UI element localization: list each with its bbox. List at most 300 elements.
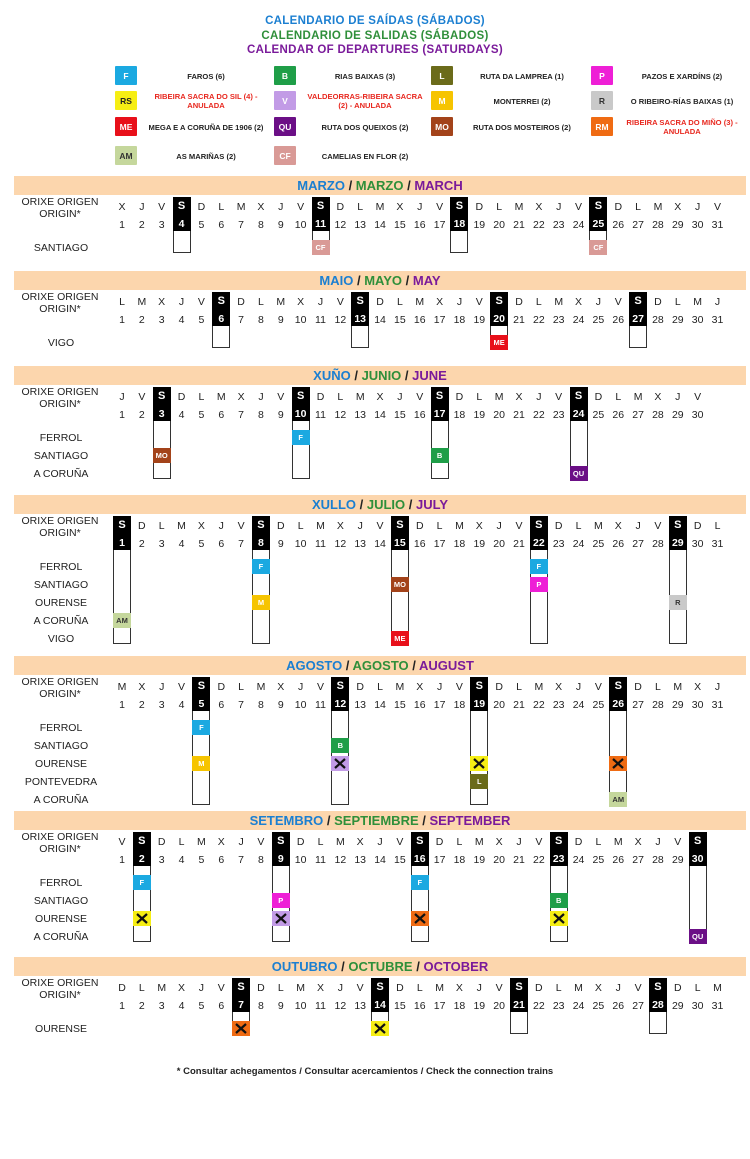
- day-number: 5: [198, 1000, 205, 1012]
- day-number: 18: [453, 1000, 466, 1012]
- day-number: 10: [294, 538, 307, 550]
- day-number: 1: [119, 699, 125, 711]
- day-letter: X: [316, 982, 324, 994]
- day-letter: D: [515, 296, 523, 308]
- legend-label: O RIBEIRO-RÍAS BAIXAS (1): [630, 96, 734, 106]
- day-letter: S: [614, 680, 622, 692]
- day-letter: S: [634, 295, 642, 307]
- day-number: 10: [294, 1000, 307, 1012]
- day-number: 14: [374, 314, 386, 326]
- day-number: 30: [691, 314, 704, 326]
- day-number: 24: [572, 219, 585, 231]
- day-letter: X: [614, 520, 622, 532]
- day-number: 28: [652, 409, 664, 421]
- day-letter: M: [395, 681, 405, 693]
- day-number: 29: [671, 699, 684, 711]
- footnote: * Consultar achegamentos / Consultar acercamientos / Check the connection trains: [176, 1066, 554, 1077]
- day-number: 16: [413, 1000, 426, 1012]
- day-letter: S: [416, 835, 424, 847]
- day-letter: V: [376, 520, 384, 532]
- day-letter: S: [138, 835, 146, 847]
- trip-badge-qu[interactable]: QU: [689, 929, 707, 944]
- day-letter: J: [595, 296, 602, 308]
- legend-item-v: [274, 91, 434, 113]
- day-letter: D: [415, 520, 424, 532]
- day-letter: X: [257, 201, 265, 213]
- saturday-column: [649, 1012, 667, 1034]
- day-number: 7: [238, 699, 245, 711]
- day-letter: V: [297, 201, 305, 213]
- day-number: 12: [334, 314, 347, 326]
- day-letter: M: [177, 520, 186, 532]
- legend-label: RIBEIRA SACRA DO MIÑO (3) - ANULADA: [626, 118, 738, 136]
- day-letter: J: [377, 836, 383, 848]
- day-letter: D: [197, 201, 206, 213]
- origin-city: A CORUÑA: [33, 468, 89, 480]
- legend-item-rs: [115, 91, 275, 113]
- day-number: 4: [178, 699, 185, 711]
- origin-header: ORIXE ORIGEN ORIGIN*: [21, 676, 99, 700]
- day-number: 23: [552, 1000, 565, 1012]
- day-letter: M: [613, 836, 623, 848]
- day-letter: V: [356, 982, 364, 994]
- day-letter: M: [494, 391, 504, 403]
- day-number: 4: [178, 1000, 185, 1012]
- day-number: 2: [138, 853, 145, 865]
- day-number: 27: [632, 313, 644, 325]
- day-letter: L: [674, 296, 681, 308]
- title-galician: CALENDARIO DE SAÍDAS (SÁBADOS): [265, 15, 485, 27]
- day-letter: X: [336, 520, 344, 532]
- month-sep: /: [405, 497, 413, 512]
- saturday-column: [629, 326, 647, 348]
- legend-item-rm: [591, 117, 750, 139]
- day-letter: D: [316, 391, 325, 403]
- day-letter: X: [277, 681, 285, 693]
- month-name-es: JULIO: [366, 497, 406, 512]
- day-letter: J: [655, 836, 661, 848]
- month-header: [14, 811, 746, 830]
- day-number: 18: [453, 854, 466, 866]
- day-number: 31: [711, 699, 724, 711]
- trip-badge-r[interactable]: R: [669, 595, 687, 610]
- day-letter: J: [258, 391, 264, 403]
- trip-badge-me[interactable]: ME: [391, 631, 409, 646]
- day-number: 1: [119, 1000, 125, 1012]
- day-letter: S: [594, 200, 603, 212]
- day-number: 19: [473, 1000, 486, 1012]
- trip-badge-mo[interactable]: MO: [391, 577, 409, 592]
- legend-badge: L: [431, 66, 453, 85]
- trip-badge-v[interactable]: [272, 911, 290, 926]
- legend-label: MONTERREI (2): [493, 96, 551, 106]
- day-letter: J: [456, 296, 463, 308]
- month-section-october: [14, 957, 746, 1037]
- day-number: 20: [493, 1000, 505, 1012]
- day-number: 19: [473, 314, 486, 326]
- day-letter: D: [217, 681, 226, 693]
- day-letter: L: [714, 520, 721, 532]
- origin-city: OURENSE: [35, 1023, 87, 1035]
- month-header: [14, 957, 746, 976]
- day-number: 19: [473, 538, 486, 550]
- day-number: 11: [314, 218, 327, 230]
- trip-badge-rs[interactable]: [550, 911, 568, 926]
- day-number: 15: [394, 854, 406, 866]
- legend-item-me: [115, 117, 275, 139]
- trip-badge-f[interactable]: F: [192, 720, 210, 735]
- day-letter: M: [455, 520, 464, 532]
- day-number: 15: [394, 1000, 406, 1012]
- day-letter: J: [198, 982, 205, 994]
- day-letter: S: [674, 519, 682, 531]
- day-number: 12: [334, 698, 347, 710]
- day-letter: D: [296, 836, 305, 848]
- day-number: 3: [158, 219, 165, 231]
- day-letter: L: [178, 836, 185, 848]
- day-number: 18: [453, 409, 466, 421]
- day-number: 29: [671, 219, 684, 231]
- day-number: 4: [178, 409, 185, 421]
- day-number: 16: [413, 699, 426, 711]
- legend-label: AS MARIÑAS (2): [176, 151, 236, 161]
- day-number: 27: [632, 409, 644, 421]
- day-number: 28: [652, 219, 664, 231]
- month-sep: /: [418, 813, 426, 828]
- day-letter: L: [496, 201, 503, 213]
- month-name-gl: XUÑO: [313, 368, 351, 383]
- day-number: 16: [413, 409, 426, 421]
- day-letter: X: [694, 681, 702, 693]
- day-number: 19: [473, 409, 486, 421]
- day-number: 21: [513, 854, 525, 866]
- legend-item-m: [431, 91, 591, 113]
- trip-badge-am[interactable]: AM: [609, 792, 627, 807]
- origin-header: ORIXE ORIGEN ORIGIN*: [21, 386, 99, 410]
- trip-badge-b[interactable]: B: [431, 448, 449, 463]
- day-letter: X: [674, 201, 682, 213]
- trip-badge-f[interactable]: F: [292, 430, 310, 445]
- day-letter: L: [337, 391, 344, 403]
- origin-city: OURENSE: [35, 597, 87, 609]
- day-letter: V: [634, 982, 642, 994]
- trip-badge-rs[interactable]: [133, 911, 151, 926]
- trip-badge-m[interactable]: M: [252, 595, 270, 610]
- day-letter: S: [396, 519, 404, 531]
- day-letter: M: [514, 201, 524, 213]
- cancelled-x-icon: [411, 911, 429, 926]
- day-number: 5: [198, 854, 205, 866]
- month-name-en: OCTOBER: [423, 959, 489, 974]
- legend: [0, 0, 750, 170]
- day-number: 21: [513, 538, 525, 550]
- day-number: 20: [493, 409, 505, 421]
- day-number: 5: [198, 314, 205, 326]
- trip-badge-am[interactable]: AM: [113, 613, 131, 628]
- origin-city: VIGO: [47, 633, 75, 645]
- day-number: 17: [433, 314, 446, 326]
- day-letter: X: [654, 391, 662, 403]
- day-letter: S: [237, 981, 245, 993]
- day-letter: S: [654, 981, 662, 993]
- day-number: 13: [354, 313, 367, 325]
- day-letter: D: [594, 391, 603, 403]
- legend-item-cf: [274, 146, 434, 168]
- day-number: 11: [315, 1000, 326, 1012]
- day-number: 22: [533, 699, 545, 711]
- day-letter: V: [436, 201, 444, 213]
- trip-badge-b[interactable]: B: [550, 893, 568, 908]
- day-number: 23: [552, 219, 565, 231]
- day-letter: D: [118, 982, 126, 994]
- day-number: 9: [277, 699, 284, 711]
- day-letter: S: [177, 200, 186, 212]
- trip-badge-f[interactable]: F: [411, 875, 429, 890]
- month-section-march: [14, 176, 746, 256]
- trip-badge-me[interactable]: ME: [490, 335, 508, 350]
- day-letter: J: [615, 982, 621, 994]
- day-letter: J: [397, 391, 403, 403]
- day-number: 21: [513, 409, 525, 421]
- day-letter: M: [276, 296, 286, 308]
- day-letter: M: [197, 836, 206, 848]
- day-letter: V: [118, 836, 126, 848]
- origin-header: ORIXE ORIGEN ORIGIN*: [21, 977, 99, 1001]
- day-number: 26: [612, 1000, 625, 1012]
- day-letter: D: [634, 681, 642, 693]
- day-letter: V: [257, 836, 265, 848]
- day-letter: V: [158, 201, 166, 213]
- day-letter: X: [535, 201, 543, 213]
- legend-label: RUTA DOS QUEIXOS (2): [321, 122, 409, 132]
- day-number: 18: [453, 538, 466, 550]
- month-sep: /: [402, 273, 410, 288]
- trip-badge-rm[interactable]: [411, 911, 429, 926]
- trip-badge-qu[interactable]: QU: [570, 466, 588, 481]
- day-number: 8: [258, 219, 264, 231]
- day-number: 24: [572, 699, 585, 711]
- day-number: 20: [493, 219, 505, 231]
- day-number: 13: [354, 538, 367, 550]
- day-letter: S: [693, 835, 702, 847]
- legend-item-am: [115, 146, 275, 168]
- trip-badge-cf[interactable]: CF: [589, 240, 607, 255]
- legend-label: RUTA DA LAMPREA (1): [480, 71, 564, 81]
- origin-city: SANTIAGO: [33, 740, 89, 752]
- origin-city: A CORUÑA: [33, 615, 89, 627]
- day-number: 11: [315, 538, 326, 550]
- origin-city: A CORUÑA: [33, 794, 89, 806]
- day-letter: M: [256, 681, 266, 693]
- day-letter: S: [217, 295, 225, 307]
- day-number: 1: [119, 219, 125, 231]
- saturday-column: [450, 231, 468, 253]
- day-number: 14: [374, 699, 386, 711]
- day-letter: S: [515, 981, 523, 993]
- day-number: 11: [315, 854, 326, 866]
- month-name-es: MAYO: [364, 273, 403, 288]
- legend-label: VALDEORRAS-RIBEIRA SACRA (2) - ANULADA: [307, 92, 423, 110]
- month-header: [14, 656, 746, 675]
- day-number: 18: [453, 314, 466, 326]
- month-section-june: [14, 366, 746, 482]
- day-letter: X: [455, 982, 463, 994]
- day-number: 4: [178, 314, 185, 326]
- day-number: 22: [533, 409, 545, 421]
- saturday-column: [391, 550, 409, 644]
- saturday-column: [351, 326, 369, 348]
- cancelled-x-icon: [331, 756, 349, 771]
- legend-badge: QU: [274, 117, 296, 136]
- day-letter: L: [377, 681, 383, 693]
- day-number: 3: [158, 314, 165, 326]
- day-number: 31: [711, 314, 724, 326]
- month-sep: /: [323, 813, 335, 828]
- day-number: 13: [354, 699, 367, 711]
- origin-city: OURENSE: [35, 913, 87, 925]
- trip-badge-rs[interactable]: [371, 1021, 389, 1036]
- trip-badge-rm[interactable]: [232, 1021, 250, 1036]
- day-number: 21: [513, 219, 525, 231]
- day-number: 26: [612, 219, 625, 231]
- origin-city: A CORUÑA: [33, 931, 89, 943]
- day-number: 24: [572, 408, 585, 420]
- day-number: 1: [119, 314, 125, 326]
- month-header: [14, 271, 746, 290]
- trip-badge-p[interactable]: P: [530, 577, 548, 592]
- day-letter: L: [694, 982, 701, 994]
- day-number: 31: [711, 538, 724, 550]
- legend-label: RIAS BAIXAS (3): [334, 71, 396, 81]
- day-letter: D: [138, 520, 146, 532]
- legend-item-b: [274, 66, 434, 88]
- day-letter: S: [475, 680, 483, 692]
- saturday-column: [113, 550, 131, 644]
- day-number: 29: [671, 409, 684, 421]
- day-letter: D: [435, 836, 444, 848]
- trip-badge-mo[interactable]: MO: [153, 448, 171, 463]
- day-number: 23: [552, 699, 565, 711]
- day-number: 12: [334, 854, 347, 866]
- day-number: 14: [374, 999, 386, 1011]
- day-letter: L: [575, 520, 582, 532]
- legend-item-r: [591, 91, 750, 113]
- legend-item-qu: [274, 117, 434, 139]
- origin-city: FERROL: [39, 877, 83, 889]
- day-letter: V: [396, 836, 404, 848]
- day-letter: J: [476, 982, 482, 994]
- trip-badge-f[interactable]: F: [252, 559, 270, 574]
- day-letter: D: [674, 982, 682, 994]
- day-letter: J: [536, 391, 542, 403]
- month-sep: /: [337, 959, 349, 974]
- day-number: 30: [691, 409, 704, 421]
- day-letter: V: [654, 520, 662, 532]
- month-header: [14, 366, 746, 385]
- month-name-en: SEPTEMBER: [429, 813, 511, 828]
- month-section-may: [14, 271, 746, 351]
- day-number: 24: [572, 314, 585, 326]
- day-letter: L: [436, 520, 443, 532]
- day-number: 15: [394, 409, 406, 421]
- day-letter: M: [355, 391, 365, 403]
- day-number: 16: [413, 853, 426, 865]
- day-number: 13: [354, 1000, 367, 1012]
- day-letter: L: [635, 201, 642, 213]
- day-letter: M: [653, 201, 663, 213]
- day-number: 20: [493, 313, 505, 325]
- month-name-es: OCTUBRE: [348, 959, 413, 974]
- day-letter: L: [317, 836, 324, 848]
- day-number: 30: [691, 1000, 704, 1012]
- day-letter: D: [376, 296, 384, 308]
- month-name-es: MARZO: [355, 178, 404, 193]
- day-number: 25: [592, 409, 605, 421]
- day-letter: J: [417, 201, 423, 213]
- trip-badge-b[interactable]: B: [331, 738, 349, 753]
- day-letter: M: [415, 296, 425, 308]
- cancelled-x-icon: [609, 756, 627, 771]
- month-sep: /: [403, 178, 411, 193]
- day-letter: S: [257, 519, 265, 531]
- day-letter: X: [495, 836, 503, 848]
- day-number: 8: [258, 409, 264, 421]
- trip-badge-p[interactable]: P: [272, 893, 290, 908]
- trip-badge-f[interactable]: F: [133, 875, 151, 890]
- day-number: 27: [632, 854, 644, 866]
- day-number: 29: [671, 1000, 684, 1012]
- day-number: 31: [711, 219, 724, 231]
- day-number: 25: [592, 538, 605, 550]
- month-section-september: [14, 811, 746, 945]
- month-name-gl: SETEMBRO: [249, 813, 324, 828]
- day-number: 22: [533, 219, 545, 231]
- trip-badge-rs[interactable]: [470, 756, 488, 771]
- day-number: 28: [652, 854, 664, 866]
- day-number: 8: [258, 854, 264, 866]
- trip-badge-rm[interactable]: [609, 756, 627, 771]
- trip-badge-l[interactable]: L: [470, 774, 488, 789]
- day-number: 9: [277, 853, 284, 865]
- day-number: 14: [374, 538, 386, 550]
- day-number: 5: [198, 698, 205, 710]
- origin-city: FERROL: [39, 561, 83, 573]
- trip-badge-v[interactable]: [331, 756, 349, 771]
- day-number: 2: [138, 538, 145, 550]
- day-letter: M: [633, 391, 643, 403]
- origin-header: ORIXE ORIGEN ORIGIN*: [21, 196, 99, 220]
- day-number: 30: [691, 219, 704, 231]
- day-letter: J: [238, 836, 244, 848]
- day-letter: X: [158, 296, 166, 308]
- day-number: 26: [612, 314, 625, 326]
- legend-badge: RS: [115, 91, 137, 110]
- trip-badge-cf[interactable]: CF: [312, 240, 330, 255]
- day-letter: V: [515, 520, 523, 532]
- trip-badge-m[interactable]: M: [192, 756, 210, 771]
- day-number: 25: [592, 1000, 605, 1012]
- day-letter: D: [554, 520, 563, 532]
- day-number: 27: [632, 219, 644, 231]
- trip-badge-f[interactable]: F: [530, 559, 548, 574]
- legend-badge: R: [591, 91, 613, 110]
- day-number: 30: [691, 699, 704, 711]
- day-letter: M: [316, 520, 325, 532]
- day-letter: D: [356, 681, 364, 693]
- day-number: 8: [258, 537, 264, 549]
- month-section-july: [14, 495, 746, 647]
- day-number: 7: [238, 409, 245, 421]
